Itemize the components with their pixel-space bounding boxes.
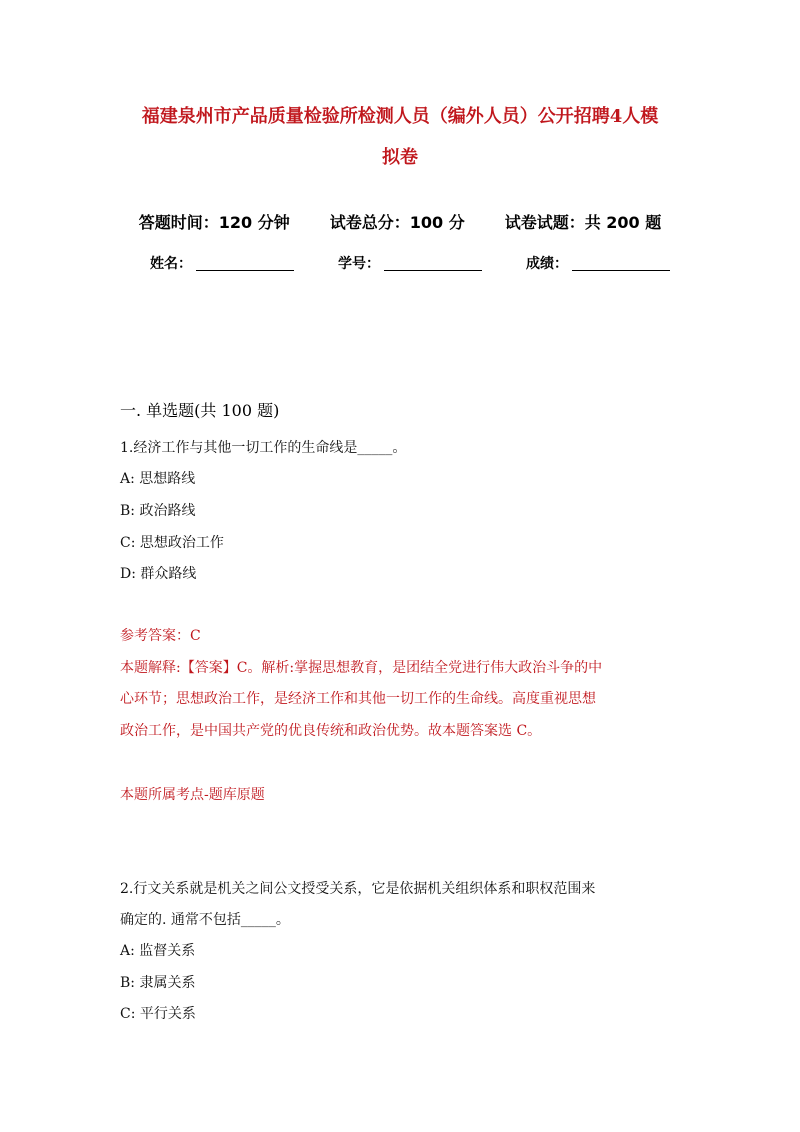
name-field [150,253,294,273]
exam-total-score: 试卷总分：100 分 [329,213,465,232]
section-heading: 一. 单选题(共 100 题) [120,401,280,420]
exam-question-count: 试卷试题：共 200 题 [504,213,662,232]
exam-time: 答题时间：120 分钟 [138,213,290,232]
student-id-label: 学号： [338,256,380,272]
question-2-stem-line-1: 2.行文关系就是机关之间公文授受关系，它是依据机关组织体系和职权范围来 [120,881,596,897]
question-1-source: 本题所属考点-题库原题 [120,787,265,803]
question-1-option-d: D: 群众路线 [120,566,197,582]
student-id-blank [384,256,482,271]
name-blank [196,256,294,271]
student-info [150,253,670,273]
question-1-option-c: C: 思想政治工作 [120,535,224,551]
question-2-option-c: C: 平行关系 [120,1006,196,1022]
name-label: 姓名： [150,256,192,272]
grade-label: 成绩： [526,256,568,272]
question-2-option-b: B: 隶属关系 [120,975,196,991]
question-1-explanation-line-1: 本题解释:【答案】C。解析:掌握思想教育，是团结全党进行伟大政治斗争的中 [120,660,603,676]
question-2-option-a: A: 监督关系 [120,943,196,959]
student-id-field [338,253,482,273]
question-1-stem: 1.经济工作与其他一切工作的生命线是_____。 [120,440,407,456]
question-2-stem-line-2: 确定的. 通常不包括_____。 [120,912,290,928]
question-1-option-a: A: 思想路线 [120,471,196,487]
question-1-option-b: B: 政治路线 [120,503,196,519]
exam-title-line-2: 拟卷 [382,147,418,168]
grade-blank [572,256,670,271]
question-1-answer: 参考答案：C [120,628,201,644]
exam-title-line-1: 福建泉州市产品质量检验所检测人员（编外人员）公开招聘4人模 [141,106,659,127]
exam-meta [0,210,800,233]
question-1-explanation-line-2: 心环节；思想政治工作，是经济工作和其他一切工作的生命线。高度重视思想 [120,691,596,707]
grade-field [526,253,670,273]
question-1-explanation-line-3: 政治工作，是中国共产党的优良传统和政治优势。故本题答案选 C。 [120,723,542,739]
